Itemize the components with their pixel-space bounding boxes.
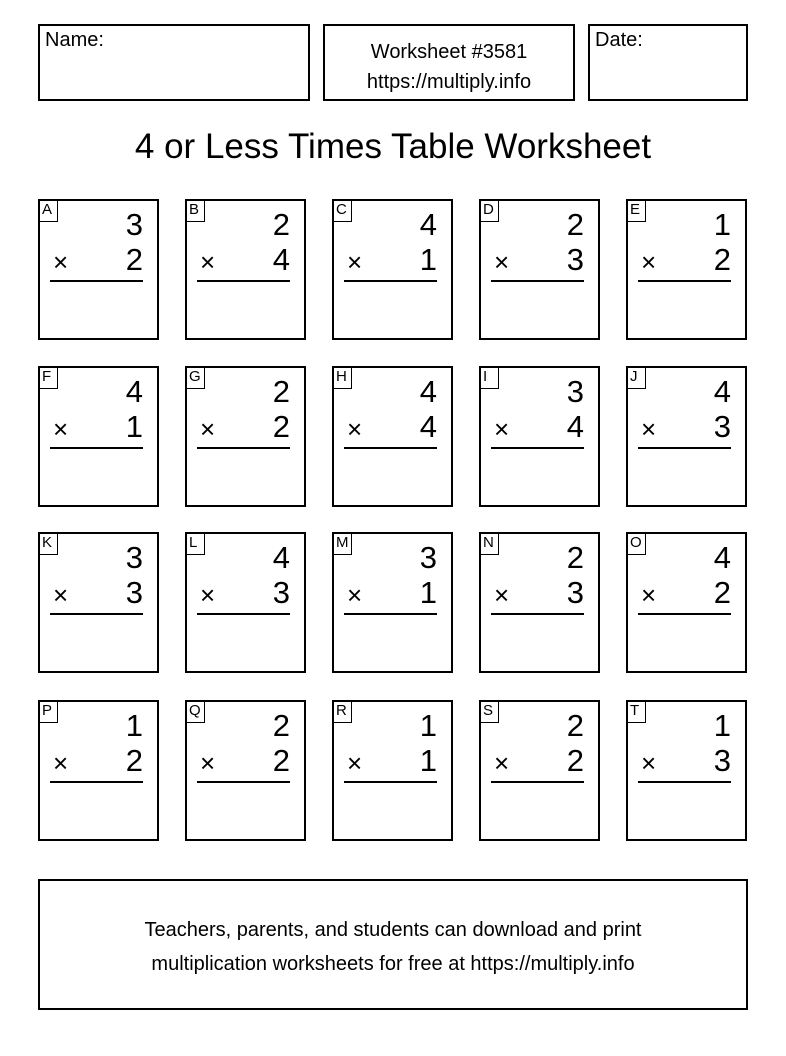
multiplier: 3: [713, 743, 731, 778]
problem-letter: J: [626, 366, 646, 389]
times-sign: ×: [494, 748, 510, 778]
multiplier: 3: [566, 575, 584, 610]
multiplier: 4: [419, 409, 437, 444]
multiplicand: 4: [419, 207, 437, 242]
times-sign: ×: [347, 247, 363, 277]
problem-letter: A: [38, 199, 58, 222]
date-field[interactable]: [588, 24, 748, 101]
problem-card[interactable]: [626, 199, 747, 340]
times-sign: ×: [347, 414, 363, 444]
multiplicand: 2: [272, 207, 290, 242]
worksheet-number: Worksheet #3581: [370, 41, 528, 63]
times-sign: ×: [494, 580, 510, 610]
multiplicand: 3: [125, 540, 143, 575]
worksheet-info-box: [323, 24, 575, 101]
problem-letter: N: [479, 532, 499, 555]
problem-letter: S: [479, 700, 499, 723]
answer-line: [491, 781, 584, 783]
footer-box: [38, 879, 748, 1010]
multiplicand: 4: [125, 374, 143, 409]
times-sign: ×: [641, 748, 657, 778]
answer-line: [344, 447, 437, 449]
problem-card[interactable]: [38, 700, 159, 841]
multiplier: 2: [125, 242, 143, 277]
answer-line: [197, 781, 290, 783]
multiplicand: 2: [566, 708, 584, 743]
multiplier: 4: [272, 242, 290, 277]
problem-letter: L: [185, 532, 205, 555]
name-label: Name:: [45, 29, 104, 51]
date-label: Date:: [595, 29, 643, 51]
problem-letter: O: [626, 532, 646, 555]
multiplier: 1: [419, 743, 437, 778]
times-sign: ×: [347, 580, 363, 610]
multiplier: 1: [125, 409, 143, 444]
problem-card[interactable]: [332, 700, 453, 841]
multiplicand: 1: [713, 207, 731, 242]
answer-line: [344, 781, 437, 783]
answer-line: [491, 447, 584, 449]
times-sign: ×: [53, 748, 69, 778]
times-sign: ×: [200, 247, 216, 277]
page-title: 4 or Less Times Table Worksheet: [134, 127, 652, 166]
multiplier: 2: [272, 409, 290, 444]
problem-letter: Q: [185, 700, 205, 723]
problem-card[interactable]: [626, 532, 747, 673]
worksheet-url[interactable]: https://multiply.info: [366, 71, 532, 93]
problem-card[interactable]: [38, 199, 159, 340]
multiplier: 3: [272, 575, 290, 610]
multiplier: 3: [713, 409, 731, 444]
problem-letter: C: [332, 199, 352, 222]
problem-card[interactable]: [626, 700, 747, 841]
multiplier: 1: [419, 575, 437, 610]
answer-line: [344, 280, 437, 282]
problem-letter: F: [38, 366, 58, 389]
multiplicand: 4: [419, 374, 437, 409]
multiplier: 2: [566, 743, 584, 778]
problem-letter: B: [185, 199, 205, 222]
multiplicand: 1: [419, 708, 437, 743]
answer-line: [638, 613, 731, 615]
problem-letter: T: [626, 700, 646, 723]
multiplicand: 4: [713, 374, 731, 409]
multiplier: 2: [713, 575, 731, 610]
answer-line: [197, 613, 290, 615]
times-sign: ×: [641, 580, 657, 610]
problem-card[interactable]: [479, 366, 600, 507]
problem-card[interactable]: [332, 366, 453, 507]
footer-text-line-2: multiplication worksheets for free at https://multiply.info: [151, 953, 635, 975]
answer-line: [638, 781, 731, 783]
times-sign: ×: [53, 247, 69, 277]
times-sign: ×: [641, 414, 657, 444]
multiplier: 3: [566, 242, 584, 277]
multiplier: 1: [419, 242, 437, 277]
times-sign: ×: [494, 414, 510, 444]
problem-card[interactable]: [185, 700, 306, 841]
answer-line: [50, 280, 143, 282]
answer-line: [197, 447, 290, 449]
answer-line: [638, 280, 731, 282]
multiplicand: 4: [713, 540, 731, 575]
problem-card[interactable]: [38, 532, 159, 673]
multiplicand: 2: [272, 374, 290, 409]
multiplicand: 4: [272, 540, 290, 575]
multiplicand: 3: [125, 207, 143, 242]
footer-text-line-1: Teachers, parents, and students can download and print: [144, 919, 642, 941]
answer-line: [50, 781, 143, 783]
problem-card[interactable]: [185, 532, 306, 673]
problem-letter: H: [332, 366, 352, 389]
problem-card[interactable]: [626, 366, 747, 507]
multiplicand: 2: [566, 207, 584, 242]
multiplicand: 3: [419, 540, 437, 575]
answer-line: [50, 613, 143, 615]
multiplier: 2: [125, 743, 143, 778]
problem-card[interactable]: [479, 532, 600, 673]
times-sign: ×: [200, 580, 216, 610]
times-sign: ×: [200, 748, 216, 778]
problem-letter: D: [479, 199, 499, 222]
answer-line: [197, 280, 290, 282]
problem-letter: K: [38, 532, 58, 555]
multiplier: 4: [566, 409, 584, 444]
multiplicand: 2: [566, 540, 584, 575]
multiplicand: 2: [272, 708, 290, 743]
times-sign: ×: [347, 748, 363, 778]
problem-card[interactable]: [332, 199, 453, 340]
times-sign: ×: [53, 580, 69, 610]
answer-line: [491, 613, 584, 615]
problem-card[interactable]: [479, 199, 600, 340]
problem-letter: R: [332, 700, 352, 723]
problem-card[interactable]: [332, 532, 453, 673]
problem-letter: M: [332, 532, 352, 555]
times-sign: ×: [494, 247, 510, 277]
times-sign: ×: [641, 247, 657, 277]
answer-line: [50, 447, 143, 449]
problem-card[interactable]: [479, 700, 600, 841]
answer-line: [344, 613, 437, 615]
problem-letter: G: [185, 366, 205, 389]
name-field[interactable]: [38, 24, 310, 101]
multiplier: 2: [272, 743, 290, 778]
answer-line: [491, 280, 584, 282]
multiplicand: 1: [713, 708, 731, 743]
times-sign: ×: [200, 414, 216, 444]
problem-card[interactable]: [185, 366, 306, 507]
problem-letter: E: [626, 199, 646, 222]
times-sign: ×: [53, 414, 69, 444]
multiplicand: 3: [566, 374, 584, 409]
problem-letter: I: [479, 366, 499, 389]
multiplier: 2: [713, 242, 731, 277]
multiplier: 3: [125, 575, 143, 610]
multiplicand: 1: [125, 708, 143, 743]
problem-letter: P: [38, 700, 58, 723]
problem-card[interactable]: [185, 199, 306, 340]
problem-card[interactable]: [38, 366, 159, 507]
answer-line: [638, 447, 731, 449]
